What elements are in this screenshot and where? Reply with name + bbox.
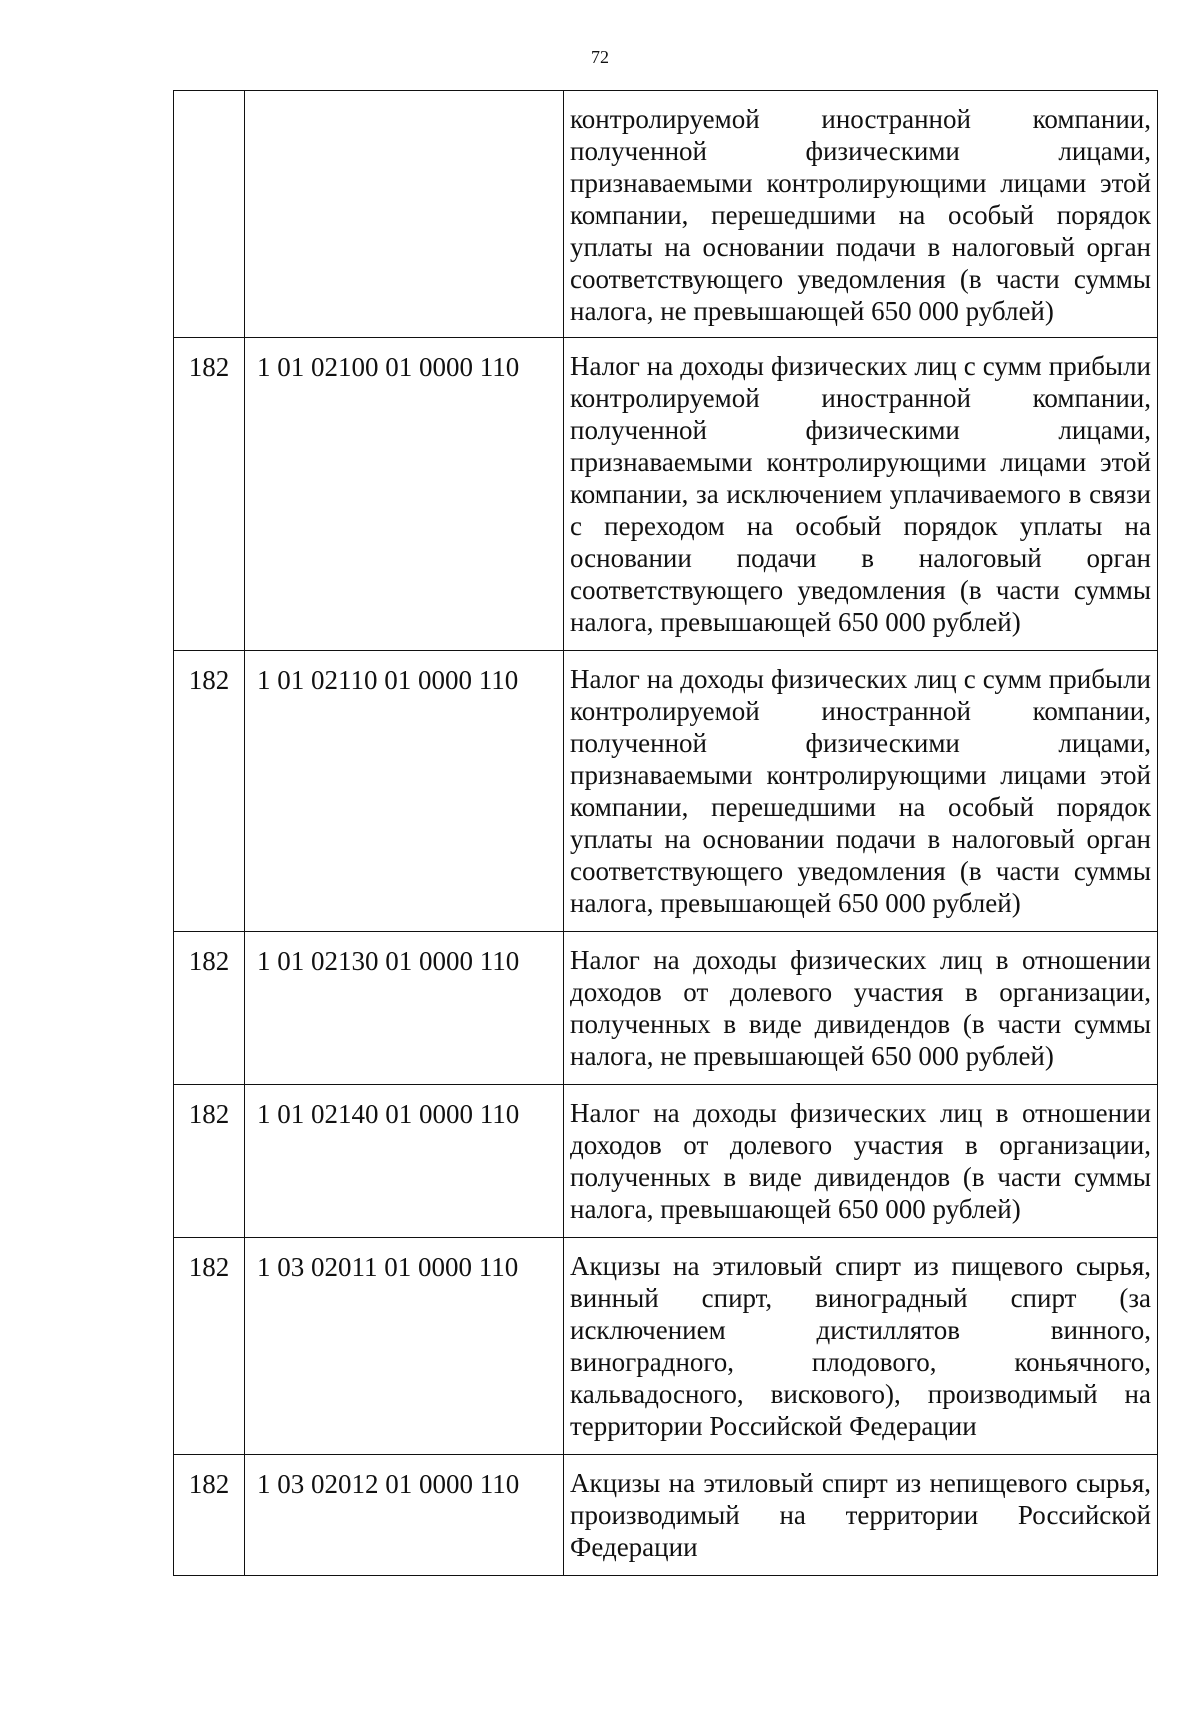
admin-code-cell: 182 — [174, 932, 245, 1085]
description-cell: контролируемой иностранной компании, полученной физическими лицами, признаваемыми контролирующими лицами этой компании, перешедшими на особый порядок уплаты на основании подачи в налоговый орган соответствующего уведомления (в части суммы налога, не превышающей 650 000 рублей) — [564, 91, 1158, 338]
budget-code-cell: 1 01 02110 01 0000 110 — [245, 651, 564, 932]
revenue-codes-table — [173, 90, 1158, 1576]
description-cell: Акцизы на этиловый спирт из пищевого сырья, винный спирт, виноградный спирт (за исключением дистиллятов винного, виноградного, плодового, коньячного, кальвадосного, вискового), производимый на территории Российской Федерации — [564, 1238, 1158, 1455]
budget-code-cell — [245, 91, 564, 338]
admin-code-cell: 182 — [174, 1085, 245, 1238]
budget-code-cell: 1 03 02011 01 0000 110 — [245, 1238, 564, 1455]
description-cell: Налог на доходы физических лиц с сумм прибыли контролируемой иностранной компании, полученной физическими лицами, признаваемыми контролирующими лицами этой компании, перешедшими на особый порядок уплаты на основании подачи в налоговый орган соответствующего уведомления (в части суммы налога, превышающей 650 000 рублей) — [564, 651, 1158, 932]
table-row — [174, 932, 1158, 1085]
table-row — [174, 91, 1158, 338]
table-row — [174, 1455, 1158, 1576]
description-cell: Налог на доходы физических лиц в отношении доходов от долевого участия в организации, полученных в виде дивидендов (в части суммы налога, превышающей 650 000 рублей) — [564, 1085, 1158, 1238]
admin-code-cell: 182 — [174, 1238, 245, 1455]
table-row — [174, 338, 1158, 651]
budget-code-cell: 1 01 02130 01 0000 110 — [245, 932, 564, 1085]
budget-code-cell: 1 03 02012 01 0000 110 — [245, 1455, 564, 1576]
admin-code-cell: 182 — [174, 651, 245, 932]
description-cell: Акцизы на этиловый спирт из непищевого сырья, производимый на территории Российской Федерации — [564, 1455, 1158, 1576]
page-number: 72 — [591, 47, 609, 67]
budget-code-cell: 1 01 02100 01 0000 110 — [245, 338, 564, 651]
description-cell: Налог на доходы физических лиц с сумм прибыли контролируемой иностранной компании, полученной физическими лицами, признаваемыми контролирующими лицами этой компании, за исключением уплачиваемого в связи с переходом на особый порядок уплаты на основании подачи в налоговый орган соответствующего уведомления (в части суммы налога, превышающей 650 000 рублей) — [564, 338, 1158, 651]
description-cell: Налог на доходы физических лиц в отношении доходов от долевого участия в организации, полученных в виде дивидендов (в части суммы налога, не превышающей 650 000 рублей) — [564, 932, 1158, 1085]
admin-code-cell: 182 — [174, 1455, 245, 1576]
budget-code-cell: 1 01 02140 01 0000 110 — [245, 1085, 564, 1238]
table-row — [174, 1085, 1158, 1238]
table-row — [174, 1238, 1158, 1455]
admin-code-cell — [174, 91, 245, 338]
table-row — [174, 651, 1158, 932]
admin-code-cell: 182 — [174, 338, 245, 651]
